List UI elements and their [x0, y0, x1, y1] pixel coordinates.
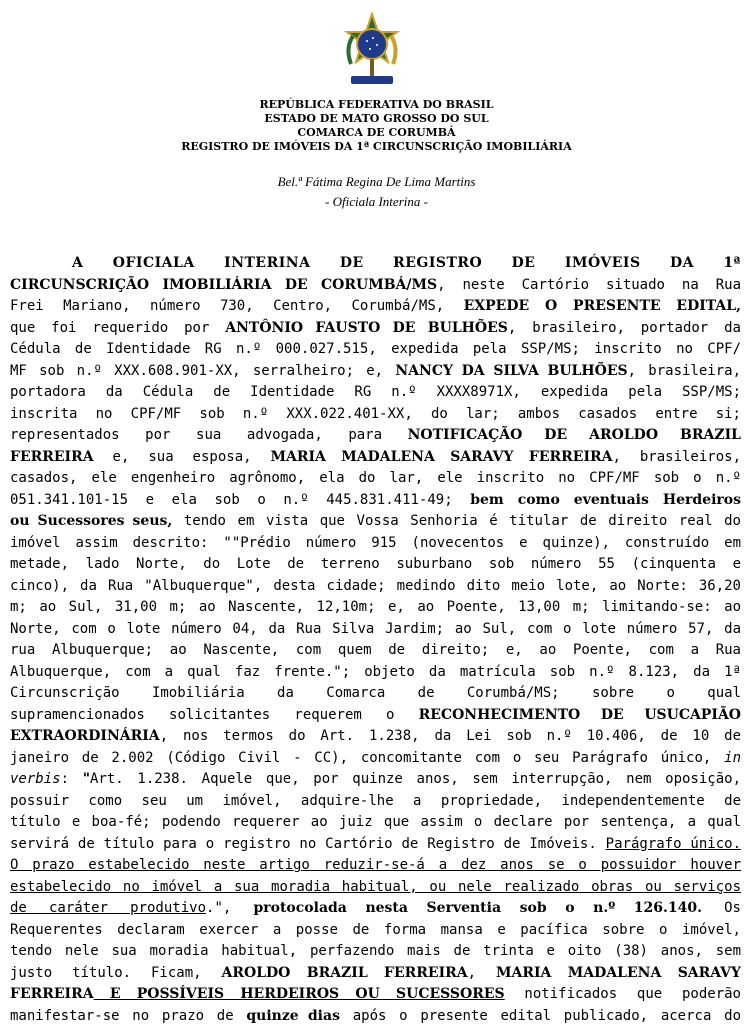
- body-line: [10, 920, 741, 942]
- body-text-segment: imóvel assim descrito: ""Prédio número 915 (novecentos e quinze), construído em: [10, 535, 741, 551]
- body-text-segment: ANTÔNIO FAUSTO DE BULHÕES: [225, 320, 508, 336]
- body-text-segment: Frei Mariano, número 730, Centro, Corumbá/MS,: [10, 298, 464, 314]
- body-text-segment: Os: [702, 900, 741, 916]
- body-line: [10, 318, 741, 340]
- body-text-segment: , nos termos do Art. 1.238, da Lei sob n.º 10.406, de 10 de: [160, 728, 741, 744]
- body-text-segment: EXPEDE O PRESENTE EDITAL,: [464, 298, 741, 314]
- body-text-segment: após o presente edital publicado, acerca do: [340, 1008, 741, 1024]
- body-text-segment: manifestar-se no prazo de: [10, 1008, 246, 1024]
- body-text-segment: Norte, com o lote número 04, da Rua Silva Jardim; ao Sul, com o lote número 57, da: [10, 621, 741, 637]
- body-line: [10, 576, 741, 598]
- body-line: [10, 769, 741, 791]
- body-text-segment: tendo nele sua moradia habitual, perfazendo mais de trinta e oito (38) anos, sem: [10, 943, 741, 959]
- body-text-segment: título e boa-fé; podendo requerer ao juiz que assim o declare por sentença, a qual: [10, 814, 741, 830]
- body-line: [10, 619, 741, 641]
- body-text-segment: de caráter produtivo: [10, 900, 206, 916]
- body-line: [10, 468, 741, 490]
- body-text-segment: ,: [468, 965, 496, 981]
- body-text-segment: NANCY DA SILVA BULHÕES: [395, 363, 627, 379]
- body-text-segment: MARIA MADALENA SARAVY FERREIRA: [271, 449, 613, 465]
- body-line: [10, 554, 741, 576]
- body-text-segment: cinco), da Rua "Albuquerque", desta cidade; medindo dito meio lote, ao Norte: 36,20: [10, 578, 741, 594]
- body-line: [10, 597, 741, 619]
- signature-role: - Oficiala Interina -: [0, 194, 753, 210]
- body-text-segment: m; ao Sul, 31,00 m; ao Nascente, 12,10m; e, ao Poente, 13,00 m; limitando-se: ao: [10, 599, 741, 615]
- body-text-segment: estabelecido no imóvel a sua moradia habitual, ou nele realizado obras ou serviços: [10, 879, 741, 895]
- body-text-segment: in: [724, 750, 741, 766]
- body-line: [10, 361, 741, 383]
- header-line-republica: REPÚBLICA FEDERATIVA DO BRASIL: [0, 98, 753, 112]
- body-line: [10, 791, 741, 813]
- body-text-segment: ": [83, 771, 90, 787]
- body-text-segment: inscrita no CPF/MF sob n.º XXX.022.401-XX, do lar; ambos casados entre si;: [10, 406, 741, 422]
- body-text-segment: quinze dias: [246, 1008, 340, 1024]
- body-line: [10, 748, 741, 770]
- body-text-segment: , neste Cartório situado na Rua: [437, 277, 741, 293]
- body-line: [10, 640, 741, 662]
- body-line: [10, 275, 741, 297]
- body-text-segment: janeiro de 2.002 (Código Civil - CC), concomitante com o seu Parágrafo único,: [10, 750, 724, 766]
- body-text-segment: Art. 1.238. Aquele que, por quinze anos, sem interrupção, nem oposição,: [90, 771, 741, 787]
- body-text-segment: Cédula de Identidade RG n.º 000.027.515, expedida pela SSP/MS; inscrito no CPF/: [10, 341, 741, 357]
- body-line: [10, 855, 741, 877]
- brazil-coat-of-arms-icon: [337, 12, 407, 94]
- body-text-segment: ou Sucessores seus,: [10, 513, 172, 529]
- body-line: [10, 425, 741, 447]
- body-text-segment: verbis: [10, 771, 61, 787]
- body-line: [10, 726, 741, 748]
- body-line: [10, 253, 741, 275]
- body-text-segment: portadora da Cédula de Identidade RG n.º XXXX8971X, expedida pela SSP/MS;: [10, 384, 741, 400]
- body-text-segment: Albuquerque, com a qual faz frente."; objeto da matrícula sob n.º 8.123, da 1ª: [10, 664, 741, 680]
- body-text-segment: protocolada nesta Serventia sob o n.º 126.140.: [253, 900, 702, 916]
- body-text-segment: rua Albuquerque; ao Nascente, com quem de direito; e, ao Poente, com a Rua: [10, 642, 741, 658]
- body-line: [10, 834, 741, 856]
- body-line: [10, 511, 741, 533]
- body-text-segment: 051.341.101-15 e ela sob o n.º 445.831.411-49;: [10, 492, 470, 508]
- body-text-segment: O prazo estabelecido neste artigo reduzir-se-á a dez anos se o possuidor houver: [10, 857, 741, 873]
- body-line: [10, 812, 741, 834]
- body-line: [10, 339, 741, 361]
- body-text-segment: E POSSÍVEIS HERDEIROS OU SUCESSORES: [94, 986, 505, 1002]
- body-text-segment: NOTIFICAÇÃO DE AROLDO BRAZIL: [408, 427, 741, 443]
- body-line: [10, 490, 741, 512]
- body-line: [10, 447, 741, 469]
- body-text-segment: EXTRAORDINÁRIA: [10, 728, 160, 744]
- body-line: [10, 984, 741, 1006]
- body-text-segment: representados por sua advogada, para: [10, 427, 408, 443]
- body-text-segment: MF sob n.º XXX.608.901-XX, serralheiro; e,: [10, 363, 395, 379]
- body-line: [10, 963, 741, 985]
- body-text-segment: A OFICIALA INTERINA DE REGISTRO DE IMÓVEIS DA 1ª: [72, 255, 741, 271]
- body-line: [10, 683, 741, 705]
- body-text-segment: , brasileira,: [628, 363, 741, 379]
- header-line-comarca: COMARCA DE CORUMBÁ: [0, 126, 753, 140]
- body-line: [10, 877, 741, 899]
- body-line: [10, 941, 741, 963]
- body-line: [10, 382, 741, 404]
- body-text-segment: notificados que poderão: [505, 986, 741, 1002]
- header-line-estado: ESTADO DE MATO GROSSO DO SUL: [0, 112, 753, 126]
- signature-name: Bel.ª Fátima Regina De Lima Martins: [0, 174, 753, 190]
- body-text-segment: tendo em vista que Vossa Senhoria é titular de direito real do: [172, 513, 741, 529]
- body-text-segment: MARIA MADALENA SARAVY: [496, 965, 741, 981]
- body-text-segment: .",: [206, 900, 253, 916]
- body-text-segment: , brasileiro, portador da: [508, 320, 741, 336]
- body-text-segment: bem como eventuais Herdeiros: [470, 492, 741, 508]
- body-text-segment: servirá de título para o registro no Cartório de Registro de Imóveis.: [10, 836, 606, 852]
- body-text-segment: CIRCUNSCRIÇÃO IMOBILIÁRIA DE CORUMBÁ/MS: [10, 277, 437, 293]
- body-text-segment: , brasileiros,: [613, 449, 742, 465]
- body-line: [10, 662, 741, 684]
- body-text-segment: e, sua esposa,: [94, 449, 271, 465]
- body-line: [10, 1006, 741, 1027]
- body-text-segment: casados, ele engenheiro agrônomo, ela do lar, ele inscrito no CPF/MF sob o n.º: [10, 470, 741, 486]
- body-line: [10, 898, 741, 920]
- body-text-segment: FERREIRA: [10, 986, 94, 1002]
- body-text-segment: possuir como seu um imóvel, adquire-lhe a propriedade, independentemente de: [10, 793, 741, 809]
- body-text-segment: Circunscrição Imobiliária da Comarca de Corumbá/MS; sobre o qual: [10, 685, 741, 701]
- body-line: [10, 296, 741, 318]
- body-line: [10, 404, 741, 426]
- header-line-registro: REGISTRO DE IMÓVEIS DA 1ª CIRCUNSCRIÇÃO IMOBILIÁRIA: [0, 140, 753, 154]
- body-text-segment: justo título. Ficam,: [10, 965, 222, 981]
- body-text-segment: metade, lado Norte, do Lote de terreno suburbano sob número 55 (cinquenta e: [10, 556, 741, 572]
- body-text-segment: AROLDO BRAZIL FERREIRA: [222, 965, 468, 981]
- body-text-segment: RECONHECIMENTO DE USUCAPIÃO: [419, 707, 741, 723]
- body-text-segment: FERREIRA: [10, 449, 94, 465]
- body-line: [10, 533, 741, 555]
- body-text-segment: supramencionados solicitantes requerem o: [10, 707, 419, 723]
- body-text-segment: que foi requerido por: [10, 320, 225, 336]
- body-text-segment: Requerentes declaram exercer a posse de forma mansa e pacífica sobre o imóvel,: [10, 922, 741, 938]
- body-text-segment: Parágrafo único.: [606, 836, 741, 852]
- body-line: [10, 705, 741, 727]
- edital-body: [10, 253, 741, 1027]
- body-text-segment: :: [61, 771, 83, 787]
